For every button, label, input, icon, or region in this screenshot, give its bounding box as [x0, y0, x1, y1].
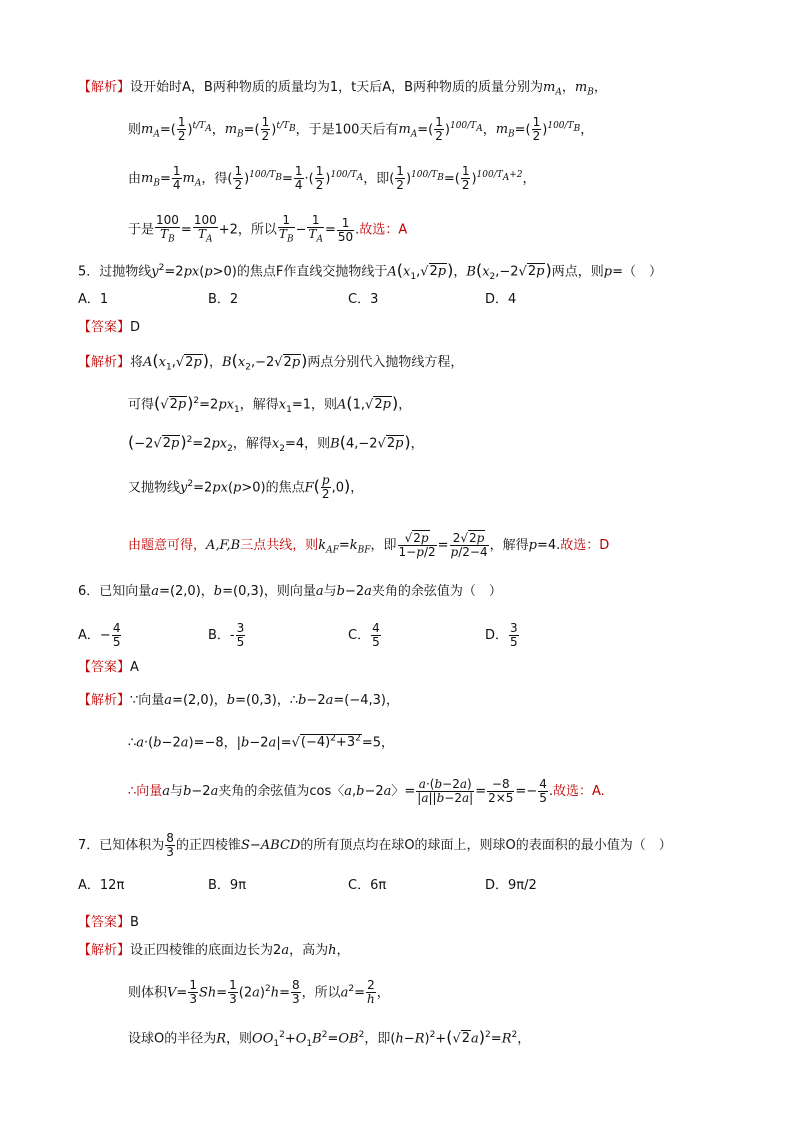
q6-answer: 【答案】A: [78, 660, 139, 675]
q6-option-d: D． $\frac{3}{5}$: [485, 621, 518, 649]
q7-option-d: D．9π/2: [485, 878, 537, 893]
q6-analysis-line-2: ∴a·(b−2a)=−8，$|b-2a|=√(-4)^2+3^2=5$，: [128, 734, 394, 751]
q4-analysis-line-1: 【解析】设开始时A，B两种物质的质量均为1，t天后A，B两种物质的质量分别为$m_A$，$m_B$，: [78, 80, 607, 98]
q4-analysis-line-3: 由$m_B=$ $\frac{1}{4}$ $m_A$，得( $\frac{1}{2}$ )$^{100/T_B}$= $\frac{1}{4}$ ·( $\frac{1}{2}$ )$^{100/T_A}$，即( $\frac{1}{2}$ )$^{100/T_B}$=( $\frac{1}{2}$ )$^{100/T_A+2}$，: [128, 164, 536, 193]
q6-analysis-line-3: ∴向量a与b−2a夹角的余弦值为cos〈a,b−2a〉= $\frac{a\cdot(b-2a)}{|a||b-2a|}$ = $\frac{-8}{2\times 5}$ =− $\frac{4}{5}$ .故选：A.: [128, 777, 605, 805]
q5-analysis-line-2: 可得$(√2p)^2=2px_1$，解得$x_1=1$，则A(1,√2p)，: [128, 393, 412, 415]
q7-answer: 【答案】B: [78, 915, 139, 930]
q7-option-a: A．12π: [78, 878, 125, 893]
q6-option-c: C． $\frac{4}{5}$: [348, 621, 380, 649]
q6-option-a: A．− $\frac{4}{5}$: [78, 621, 121, 649]
q5-option-c: C．3: [348, 292, 379, 307]
q7-analysis-line-3: 设球O的半径为R，则$OO_1^2+O_1B^2=OB^2$，即$(h-R)^2+(√2a)^2=R^2$，: [128, 1027, 531, 1049]
q5-option-a: A．1: [78, 292, 109, 307]
q7-analysis-line-1: 【解析】设正四棱锥的底面边长为2a，高为h，: [78, 943, 350, 958]
q4-analysis-line-2: 则$m_A=$( $\frac{1}{2}$ )$^{t/T_A}$，$m_B=$( $\frac{1}{2}$ )$^{t/T_B}$，于是100天后有$m_A=$( $\frac{1}{2}$ )$^{100/T_A}$，$m_B=$( $\frac{1}{2}$ )$^{100/T_B}$，: [128, 115, 594, 144]
q5-analysis-line-3: $(-2√2p)^2=2px_2$，解得$x_2=4$，则B(4,−2√2p)，: [128, 432, 424, 454]
q6-stem: 6．已知向量a=(2,0)，b=(0,3)，则向量a与b−2a夹角的余弦值为（ ）: [78, 584, 502, 599]
analysis-tag: 【解析】: [78, 80, 131, 95]
q4-analysis-text: 设开始时A，B两种物质的质量均为1，t天后A，B两种物质的质量分别为: [130, 80, 544, 95]
q7-option-b: B．9π: [208, 878, 247, 893]
q5-option-b: B．2: [208, 292, 239, 307]
q7-analysis-line-2: 则体积V= $\frac{1}{3}$ Sh= $\frac{1}{3}$ $(2a)^2h=$ $\frac{8}{3}$ ，所以$a^2=$ $\frac{2}{h}$ ，: [128, 978, 390, 1007]
q7-stem: 7．已知体积为 $\frac{8}{3}$ 的正四棱锥S−ABCD的所有顶点均在球O的球面上，则球O的表面积的最小值为（ ）: [78, 831, 672, 859]
q5-answer: 【答案】D: [78, 320, 141, 335]
q5-analysis-line-1: 【解析】将$A(x_1,√2p)$，$B(x_2,-2√2p)$两点分别代入抛物线方程，: [78, 351, 464, 373]
q5-analysis-line-5: 由题意可得，A,F,B三点共线，则$k_{AF}=k_{BF}$，即 $\frac{√2p}{1-p/2}$ = $\frac{2√2p}{p/2-4}$ ，解得p=4.故选：D: [128, 531, 610, 559]
q7-option-c: C．6π: [348, 878, 387, 893]
q5-stem: 5．过抛物线$y^2=2px(p>0)$的焦点F作直线交抛物线于$A(x_1,√2p)$，$B(x_2,-2√2p)$两点，则p=（ ）: [78, 260, 662, 282]
q6-option-b: B．- $\frac{3}{5}$: [208, 621, 245, 649]
q6-analysis-line-1: 【解析】∵向量a=(2,0)，b=(0,3)，∴b−2a=(−4,3)，: [78, 693, 399, 708]
q5-analysis-line-4: 又抛物线$y^2=2px(p>0)$的焦点F( $\frac{p}{2}$ ,0)，: [128, 473, 364, 502]
q5-option-d: D．4: [485, 292, 517, 307]
q4-analysis-line-4: 于是 $\frac{100}{T_B}$ = $\frac{100}{T_A}$ +2，所以 $\frac{1}{T_B}$ − $\frac{1}{T_A}$ = $\frac{1}{50}$ .故选：A: [128, 213, 408, 245]
